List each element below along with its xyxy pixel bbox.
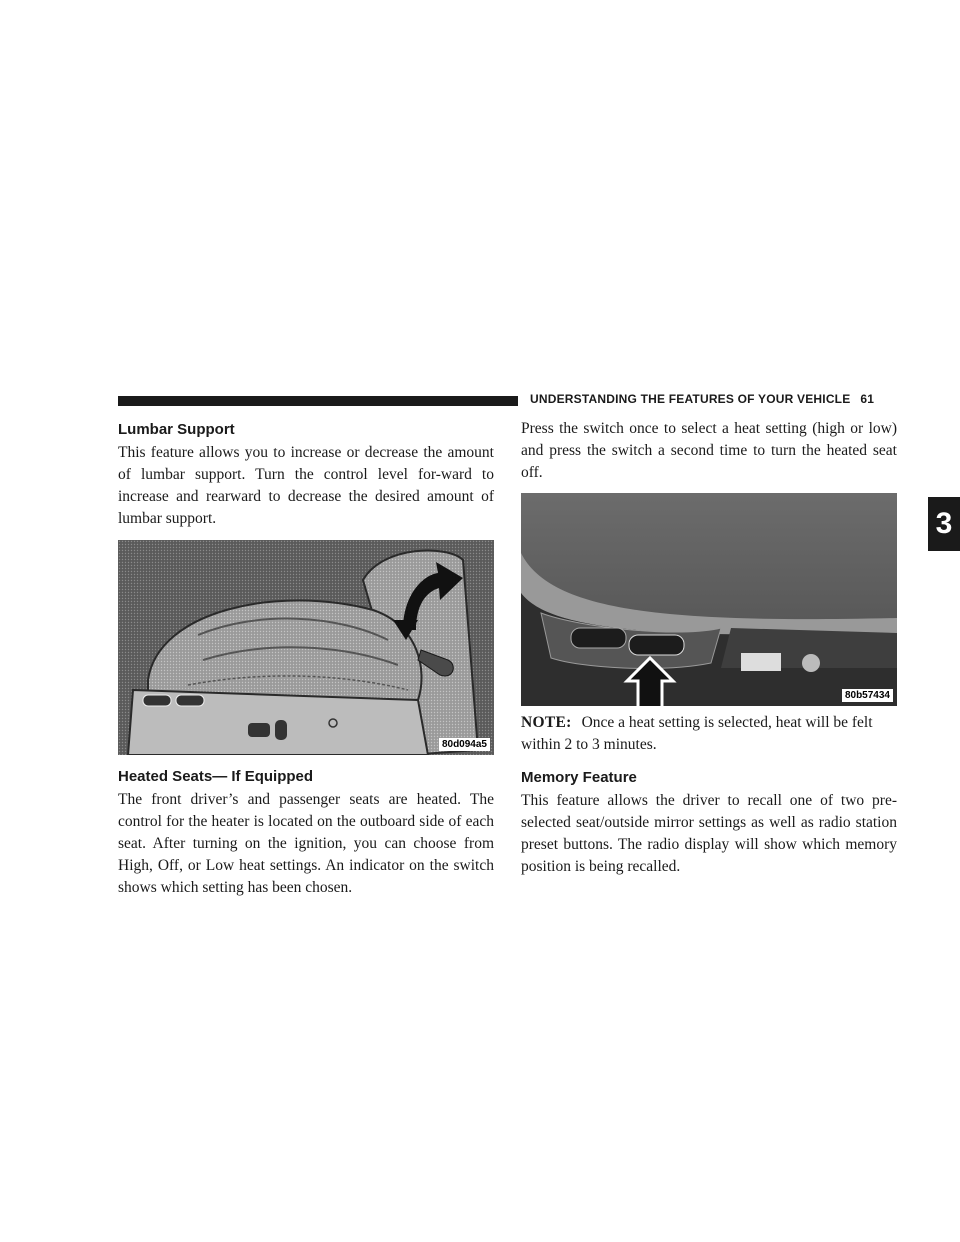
heat-switch-text: Press the switch once to select a heat setting (high or low) and press the switch a second time to turn the heated seat off. xyxy=(521,420,897,481)
page-number: 61 xyxy=(860,392,875,406)
heated-seats-text: The front driver’s and passenger seats are heated. The control for the heater is located on the outboard side of each seat. After turning on the ignition, you can choose from High, Off, or Low heat settings. An indicator on the switch shows which setting has been chosen. xyxy=(118,791,494,896)
running-header xyxy=(530,392,874,406)
chapter-tab: 3 xyxy=(928,497,960,551)
note-label: NOTE: xyxy=(521,714,572,731)
lumbar-support-text: This feature allows you to increase or decrease the amount of lumbar support. Turn the control level for-ward to increase and rearward to decrease the desired amount of lumbar support. xyxy=(118,444,494,527)
header-rule xyxy=(118,396,518,406)
seat-lumbar-illustration xyxy=(118,540,494,755)
note xyxy=(521,712,897,756)
right-column xyxy=(521,418,897,878)
memory-feature-heading: Memory Feature xyxy=(521,769,637,786)
lumbar-support-figure xyxy=(118,540,494,755)
left-column xyxy=(118,420,494,899)
heated-seats-heading: Heated Seats— If Equipped xyxy=(118,768,314,785)
figure-code: 80b57434 xyxy=(842,689,893,702)
heated-seat-switch-figure xyxy=(521,493,897,706)
header-title: UNDERSTANDING THE FEATURES OF YOUR VEHICLE xyxy=(530,392,851,406)
figure-code: 80d094a5 xyxy=(439,738,490,751)
note-text: Once a heat setting is selected, heat will be felt within 2 to 3 minutes. xyxy=(521,714,873,753)
lumbar-support-heading: Lumbar Support xyxy=(118,421,235,438)
heated-seat-switch-illustration xyxy=(521,493,897,706)
memory-feature-text: This feature allows the driver to recall one of two pre-selected seat/outside mirror settings as well as radio station preset buttons. The radio display will show which memory position is being recalled. xyxy=(521,792,897,875)
